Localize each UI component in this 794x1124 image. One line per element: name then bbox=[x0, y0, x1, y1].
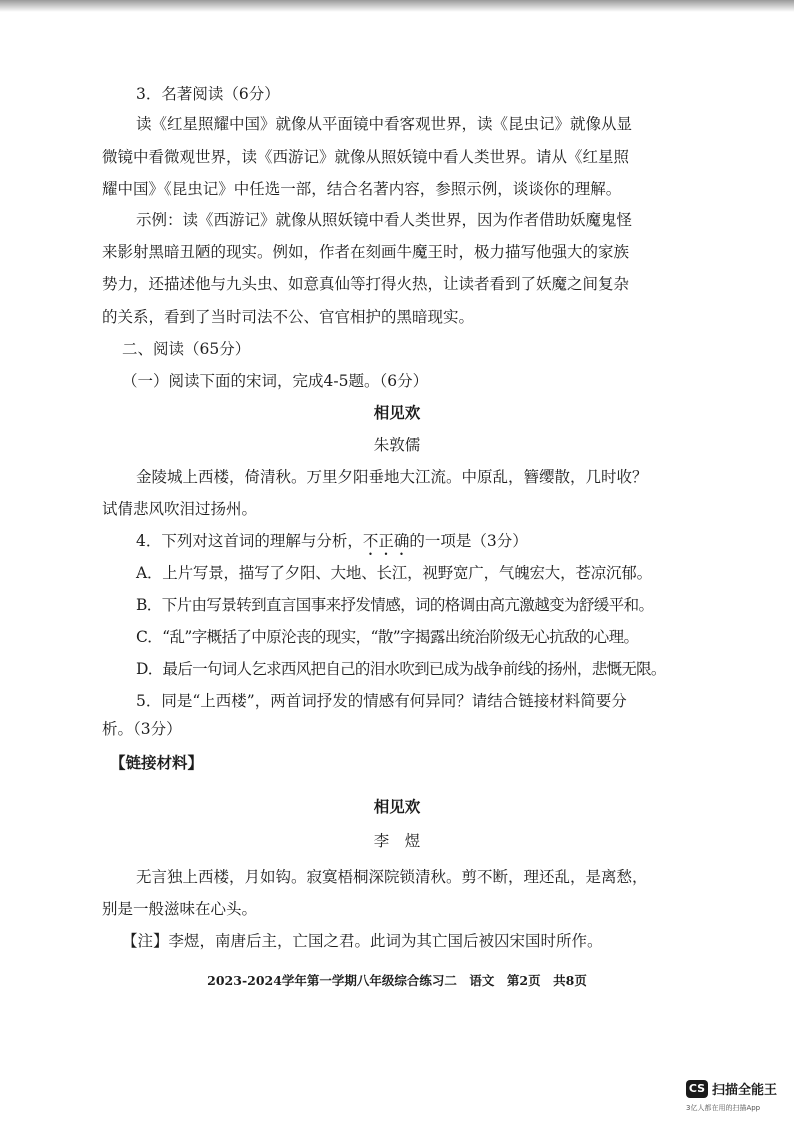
q4-option-c: C．“乱”字概括了中原沦丧的现实，“散”字揭露出统治阶级无心抗敌的心理。 bbox=[136, 628, 639, 646]
q3-example-line: 来影射黑暗丑陋的现实。例如，作者在刻画牛魔王时，极力描写他强大的家族 bbox=[102, 243, 630, 261]
q4-stem-emphasis: 不正确 bbox=[362, 532, 410, 550]
q4-option-b: B．下片由写景转到直言国事来抒发情感，词的格调由高亢激越变为舒缓平和。 bbox=[136, 596, 654, 614]
camscanner-logo-icon: CS bbox=[686, 1080, 708, 1098]
page-footer: 2023-2024学年第一学期八年级综合练习二 语文 第2页 共8页 bbox=[207, 973, 587, 988]
q4-stem-end: 的一项是（3分） bbox=[409, 532, 528, 550]
poem-line: 无言独上西楼，月如钩。寂寞梧桐深院锁清秋。剪不断，理还乱，是离愁， bbox=[136, 868, 648, 886]
q5-stem-line: 5．同是“上西楼”，两首词抒发的情感有何异同？请结合链接材料简要分 bbox=[136, 692, 627, 710]
q5-stem-line: 析。（3分） bbox=[102, 720, 182, 738]
section-subheading: （一）阅读下面的宋词，完成4-5题。（6分） bbox=[122, 372, 429, 390]
q3-heading: 3．名著阅读（6分） bbox=[136, 85, 280, 103]
poem-author: 朱敦儒 bbox=[373, 436, 421, 454]
q4-stem-start: 4．下列对这首词的理解与分析， bbox=[136, 532, 363, 550]
poem-title: 相见欢 bbox=[373, 797, 421, 816]
q3-example-line: 的关系，看到了当时司法不公、官官相护的黑暗现实。 bbox=[102, 308, 475, 326]
q3-example-line: 示例：读《西游记》就像从照妖镜中看人类世界，因为作者借助妖魔鬼怪 bbox=[136, 211, 633, 229]
link-material-label: 【链接材料】 bbox=[110, 753, 204, 772]
watermark-tagline: 3亿人都在用的扫描App bbox=[686, 1104, 761, 1112]
poem-author: 李 煜 bbox=[373, 832, 421, 850]
poem-note: 【注】李煜，南唐后主，亡国之君。此词为其亡国后被囚宋国时所作。 bbox=[122, 932, 603, 950]
q3-text-line: 耀中国》《昆虫记》中任选一部，结合名著内容，参照示例，谈谈你的理解。 bbox=[102, 180, 622, 198]
scan-edge-shadow bbox=[0, 0, 794, 12]
q3-text-line: 读《红星照耀中国》就像从平面镜中看客观世界，读《昆虫记》就像从显 bbox=[136, 115, 633, 133]
q4-option-a: A．上片写景，描写了夕阳、大地、长江，视野宽广，气魄宏大，苍凉沉郁。 bbox=[136, 564, 652, 582]
section-heading: 二、阅读（65分） bbox=[122, 340, 251, 358]
poem-line: 金陵城上西楼，倚清秋。万里夕阳垂地大江流。中原乱，簪缨散，几时收？ bbox=[136, 468, 648, 486]
q4-option-d: D．最后一句词人乞求西风把自己的泪水吹到已成为战争前线的扬州，悲慨无限。 bbox=[136, 660, 666, 678]
watermark-brand: 扫描全能王 bbox=[712, 1083, 778, 1098]
q3-text-line: 微镜中看微观世界，读《西游记》就像从照妖镜中看人类世界。请从《红星照 bbox=[102, 148, 630, 166]
q3-example-line: 势力，还描述他与九头虫、如意真仙等打得火热，让读者看到了妖魔之间复杂 bbox=[102, 275, 630, 293]
poem-line: 试倩悲风吹泪过扬州。 bbox=[102, 500, 258, 518]
q4-stem bbox=[136, 530, 528, 559]
poem-line: 别是一般滋味在心头。 bbox=[102, 900, 258, 918]
poem-title: 相见欢 bbox=[373, 403, 421, 422]
